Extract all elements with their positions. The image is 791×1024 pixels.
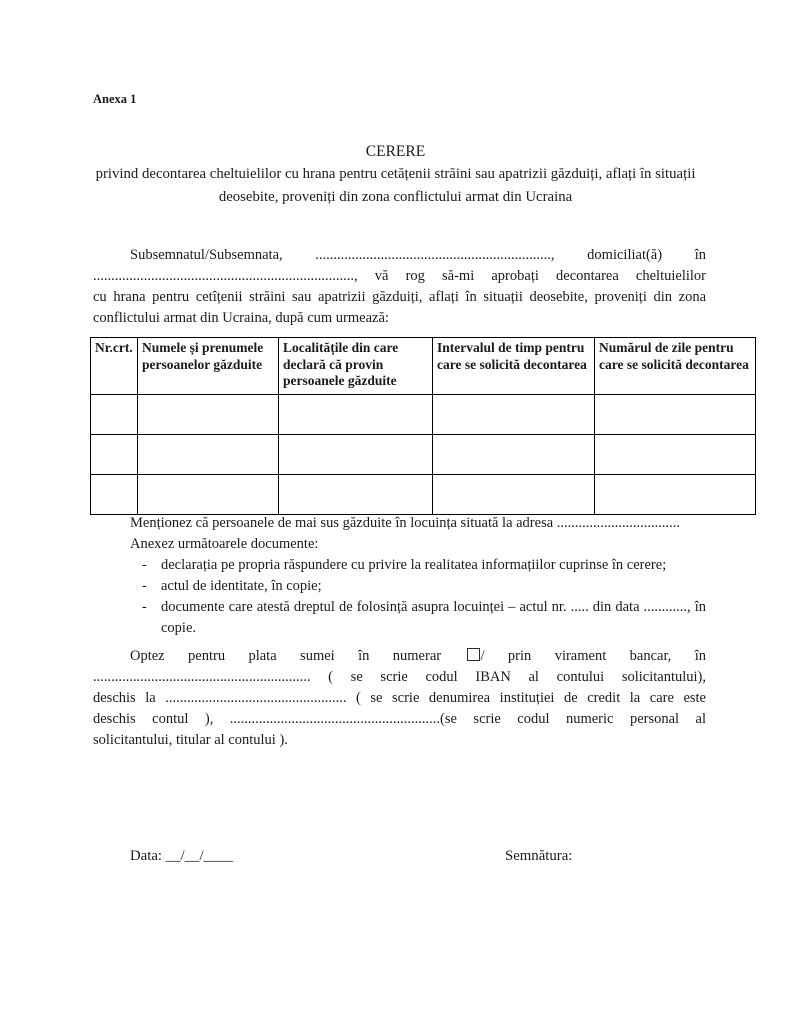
signature-label: Semnătura: bbox=[505, 848, 573, 864]
table-cell[interactable] bbox=[433, 395, 595, 435]
table-header-nr-crt: Nr.crt. bbox=[91, 338, 138, 395]
table-cell[interactable] bbox=[595, 435, 756, 475]
table-cell[interactable] bbox=[91, 395, 138, 435]
table-header-localities: Localitățile din care declară că provin persoanele găzduite bbox=[279, 338, 433, 395]
table-cell[interactable] bbox=[91, 475, 138, 515]
list-dash: - bbox=[142, 578, 147, 594]
list-dash: - bbox=[142, 599, 147, 615]
table-cell[interactable] bbox=[279, 435, 433, 475]
list-item-text: documente care atestă dreptul de folosință asupra locuinței – actul nr. ..... din data ............, în copie. bbox=[161, 599, 706, 636]
table-header-days: Numărul de zile pentru care se solicită decontarea bbox=[595, 338, 756, 395]
payment-section bbox=[93, 646, 706, 751]
table-cell[interactable] bbox=[433, 475, 595, 515]
intro-line: Subsemnatul/Subsemnata, ................................................................., domiciliat(ă) în bbox=[130, 247, 706, 263]
payment-option-line bbox=[93, 646, 706, 667]
table-cell[interactable] bbox=[138, 435, 279, 475]
intro-paragraph bbox=[93, 245, 706, 329]
table-header-names: Numele și prenumele persoanelor găzduite bbox=[138, 338, 279, 395]
table-row bbox=[91, 475, 756, 515]
document-title: CERERE bbox=[365, 143, 426, 160]
hosted-persons-table bbox=[90, 337, 756, 515]
intro-line: cu hrana pentru cetîțenii străini sau apatrizii găzduiți, aflați în situații deosebite, proveniți din zona bbox=[93, 289, 706, 305]
document-list-item bbox=[93, 555, 706, 576]
list-dash: - bbox=[142, 557, 147, 573]
payment-line: deschis contul ), ..........................................................(se scrie codul numeric personal al bbox=[93, 711, 706, 727]
date-field bbox=[130, 848, 233, 865]
intro-line: ........................................................................, vă rog să-mi aprobați decontarea cheltuielilor bbox=[93, 268, 706, 284]
table-row bbox=[91, 395, 756, 435]
mention-section bbox=[93, 513, 706, 639]
payment-line: deschis la .................................................. ( se scrie denumirea instituției de credit la care este bbox=[93, 690, 706, 706]
table-cell[interactable] bbox=[279, 475, 433, 515]
date-value-blank[interactable]: __/__/____ bbox=[165, 848, 234, 864]
payment-option-text-before: Optez pentru plata sumei în numerar bbox=[130, 648, 442, 664]
title-block bbox=[0, 140, 791, 209]
table-cell[interactable] bbox=[279, 395, 433, 435]
document-list-item bbox=[93, 597, 706, 639]
table-header-interval: Intervalul de timp pentru care se solicită decontarea bbox=[433, 338, 595, 395]
list-item-text: declarația pe propria răspundere cu privire la realitatea informațiilor cuprinse în cerere; bbox=[161, 557, 667, 573]
list-item-text: actul de identitate, în copie; bbox=[161, 578, 322, 594]
table-cell[interactable] bbox=[91, 435, 138, 475]
payment-line: solicitantului, titular al contului ). bbox=[93, 732, 288, 748]
table-cell[interactable] bbox=[138, 395, 279, 435]
table-header-row bbox=[91, 338, 756, 395]
mention-address-line: Menționez că persoanele de mai sus găzduite în locuința situată la adresa .................................. bbox=[130, 515, 681, 531]
table-cell[interactable] bbox=[433, 435, 595, 475]
table-cell[interactable] bbox=[138, 475, 279, 515]
mention-documents-intro: Anexez următoarele documente: bbox=[130, 536, 319, 552]
annex-label: Anexa 1 bbox=[93, 92, 137, 106]
table-cell[interactable] bbox=[595, 475, 756, 515]
payment-option-text-after: / prin virament bancar, în bbox=[480, 648, 706, 664]
table-cell[interactable] bbox=[595, 395, 756, 435]
date-label: Data: bbox=[130, 848, 163, 864]
document-list-item bbox=[93, 576, 706, 597]
intro-line: conflictului armat din Ucraina, după cum urmează: bbox=[93, 310, 389, 326]
signature-field bbox=[505, 848, 572, 865]
document-subtitle-line1: privind decontarea cheltuielilor cu hrana pentru cetățenii străini sau apatrizii găzduiți, aflați în situații bbox=[95, 166, 696, 182]
cash-payment-checkbox[interactable] bbox=[467, 648, 480, 661]
payment-line: ............................................................ ( se scrie codul IBAN al contului solicitantului), bbox=[93, 669, 706, 685]
document-subtitle-line2: deosebite, proveniți din zona conflictului armat din Ucraina bbox=[218, 189, 573, 205]
table-row bbox=[91, 435, 756, 475]
